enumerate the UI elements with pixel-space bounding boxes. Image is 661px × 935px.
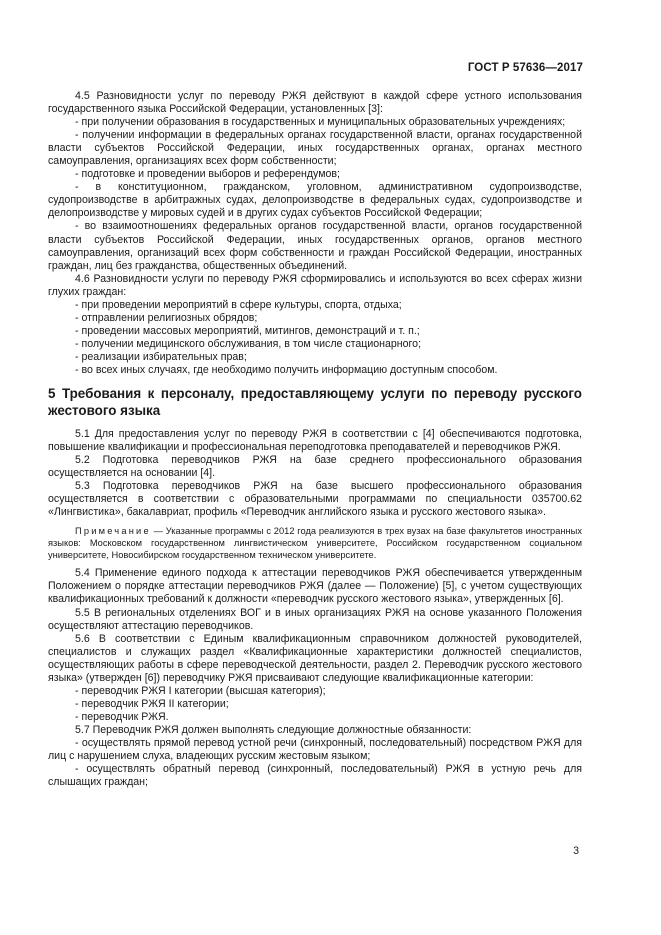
document-body xyxy=(48,90,582,789)
note-text: — Указанные программы с 2012 года реализуются в трех вузах на базе факультетов иностранных языков: Московском государственном лингвистическом университете, Российском государственном социальном университете, Новосибирском государственном техническом университете. xyxy=(48,526,582,561)
list-item: - переводчик РЖЯ I категории (высшая категория); xyxy=(75,684,326,697)
list-item: - получении информации в федеральных органах государственной власти, органах государственной власти субъектов Российской Федерации, иных государственных органах, органах местного самоуправления, организациях всех форм собственности; xyxy=(48,129,582,168)
paragraph-5-5: 5.5 В региональных отделениях ВОГ и в иных организациях РЖЯ на основе указанного Положения осуществляют аттестацию переводчиков. xyxy=(48,606,582,632)
paragraph-5-3: 5.3 Подготовка переводчиков РЖЯ на базе высшего профессионального образования осуществляется в соответствии с образовательными программами по специальности 035700.62 «Лингвистика», бакалавриат, профиль «Переводчик английского языка и русского жестового языка». xyxy=(48,480,582,519)
page-number: 3 xyxy=(573,845,579,857)
list-item: - во взаимоотношениях федеральных органов государственной власти, органов государственной власти субъектов Российской Федерации, иных государственных органов, органов местного самоуправления, организаций всех форм собственности и граждан Российской Федерации, иностранных граждан, лиц без гражданства, общественных объединений. xyxy=(48,220,582,272)
note xyxy=(48,525,582,561)
section-5-heading: 5 Требования к персоналу, предоставляющему услуги по переводу русского жестового языка xyxy=(48,386,582,418)
paragraph-5-1: 5.1 Для предоставления услуг по переводу РЖЯ в соответствии с [4] обеспечиваются подготовка, повышение квалификации и профессиональная переподготовка преподавателей и переводчиков РЖЯ. xyxy=(48,428,582,454)
list-item: - переводчик РЖЯ. xyxy=(75,710,169,723)
list-item: - проведении массовых мероприятий, митингов, демонстраций и т. п.; xyxy=(75,324,420,337)
paragraph-4-6: 4.6 Разновидности услуги по переводу РЖЯ сформировались и используются во всех сферах жизни глухих граждан: xyxy=(48,272,582,298)
list-item: - осуществлять прямой перевод устной речи (синхронный, последовательный) посредством РЖЯ для лиц с нарушением слуха, владеющих русским жестовым языком; xyxy=(48,736,582,763)
paragraph-5-4: 5.4 Применение единого подхода к аттестации переводчиков РЖЯ обеспечивается утвержденным Положением о порядке аттестации переводчиков РЖЯ (далее — Положение) [5], с учетом существующих квалификационных требований к должности «переводчик русского жестового языка», утвержденных [6]. xyxy=(48,567,582,606)
list-item: - отправлении религиозных обрядов; xyxy=(75,311,258,324)
list-item: - реализации избирательных прав; xyxy=(75,350,247,363)
list-item: - во всех иных случаях, где необходимо получить информацию доступным способом. xyxy=(75,363,498,376)
paragraph-5-2: 5.2 Подготовка переводчиков РЖЯ на базе среднего профессионального образования осуществляется на основании [4]. xyxy=(48,454,582,480)
list-item: - получении медицинского обслуживания, в том числе стационарного; xyxy=(75,337,422,350)
paragraph-5-6: 5.6 В соответствии с Единым квалификационным справочником должностей руководителей, специалистов и служащих раздел «Квалификационные характеристики должностей специалистов, осуществляющих работы в сфере переводческой деятельности, раздел 2. Переводчик русского жестового языка» (утвержден [6]) переводчику РЖЯ присваивают следующие квалификационные категории: xyxy=(48,632,582,684)
list-item: - в конституционном, гражданском, уголовном, административном судопроизводстве, судопроизводстве в арбитражных судах, делопроизводстве в федеральных судах, судопроизводстве и делопроизводстве у мировых судей и в других судах субъектов Российской Федерации; xyxy=(48,181,582,220)
note-label: Примечание xyxy=(75,526,151,537)
paragraph-5-7: 5.7 Переводчик РЖЯ должен выполнять следующие должностные обязанности: xyxy=(75,723,472,736)
list-item: - осуществлять обратный перевод (синхронный, последовательный) РЖЯ в устную речь для слышащих граждан; xyxy=(48,763,582,789)
list-item: - при проведении мероприятий в сфере культуры, спорта, отдыха; xyxy=(75,298,402,311)
list-item: - подготовке и проведении выборов и референдумов; xyxy=(75,168,340,181)
list-item: - переводчик РЖЯ II категории; xyxy=(75,697,229,710)
list-item: - при получении образования в государственных и муниципальных образовательных учреждениях; xyxy=(75,116,566,129)
document-header: ГОСТ Р 57636—2017 xyxy=(467,62,583,74)
paragraph-4-5: 4.5 Разновидности услуг по переводу РЖЯ действуют в каждой сфере устного использования государственного языка Российской Федерации, установленных [3]: xyxy=(48,90,582,116)
